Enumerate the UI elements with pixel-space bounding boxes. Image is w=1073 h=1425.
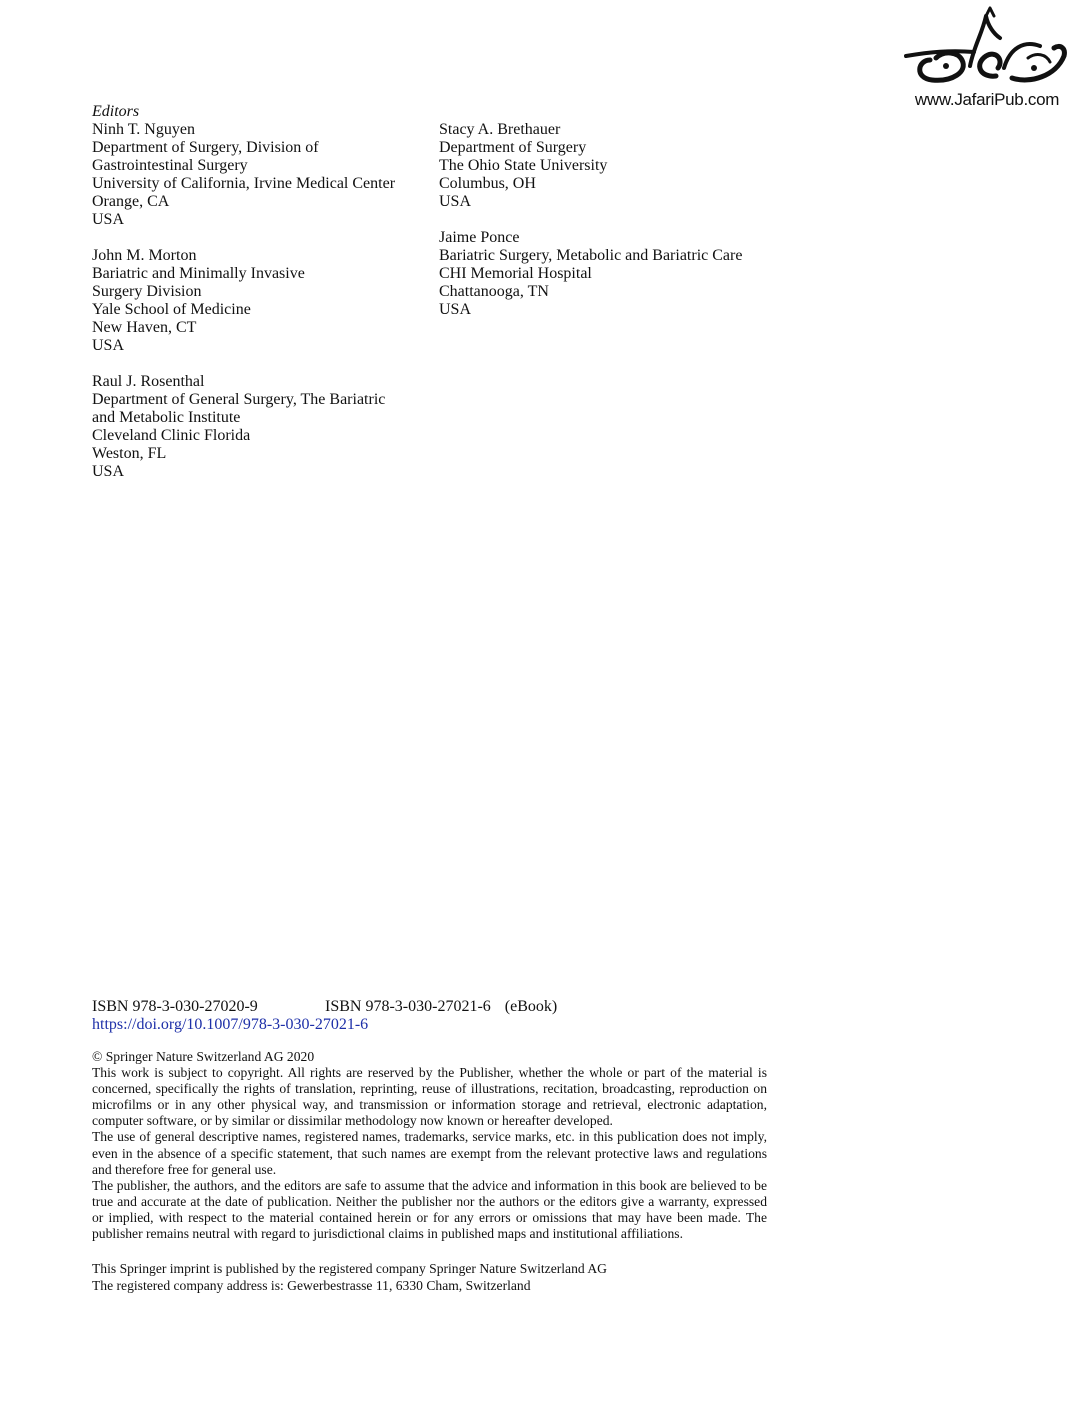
copyright-paragraph: This work is subject to copyright. All rights are reserved by the Publisher, whether the whole or part of the material is concerned, specifically the rights of translation, reprinting, reuse of illustrations, recitation, broadcasting, reproduction on microfilms or in any other physical way, and transmission or information storage and retrieval, electronic adaptation, computer software, or by similar or dissimilar methodology now known or hereafter developed. [92, 1065, 767, 1129]
editor-affiliation-line: University of California, Irvine Medical Center [92, 175, 396, 192]
editor-affiliation-line: and Metabolic Institute [92, 409, 241, 426]
copyright-notice: © Springer Nature Switzerland AG 2020 [92, 1049, 315, 1064]
editor-entry [439, 121, 779, 211]
isbn-print: ISBN 978-3-030-27020-9 [92, 998, 258, 1015]
editors-heading: Editors [92, 103, 140, 120]
editor-country: USA [439, 301, 472, 318]
editor-affiliation-line: Department of Surgery, Division of [92, 139, 319, 156]
editor-entry [92, 373, 422, 481]
editor-country: USA [439, 193, 472, 210]
publisher-url-text: www.JafariPub.com [914, 90, 1060, 109]
editor-country: USA [92, 463, 125, 480]
imprint-company-line: This Springer imprint is published by the registered company Springer Nature Switzerland AG [92, 1261, 607, 1276]
editor-country: USA [92, 337, 125, 354]
editor-city: Orange, CA [92, 193, 170, 210]
editor-affiliation-line: Yale School of Medicine [92, 301, 251, 318]
doi-link[interactable]: https://doi.org/10.1007/978-3-030-27021-6 [92, 1016, 369, 1033]
editor-affiliation-line: Bariatric and Minimally Invasive [92, 265, 305, 282]
editor-affiliation-line: CHI Memorial Hospital [439, 265, 592, 282]
imprint-block [92, 1261, 772, 1294]
editors-left-column [92, 121, 422, 499]
editor-country: USA [92, 211, 125, 228]
editor-affiliation-line: Department of General Surgery, The Bariatric [92, 391, 386, 408]
copyright-paragraph: The publisher, the authors, and the editors are safe to assume that the advice and information in this book are believed to be true and accurate at the date of publication. Neither the publisher nor the authors or the editors give a warranty, expressed or implied, with respect to the material contained herein or for any errors or omissions that may have been made. The publisher remains neutral with regard to jurisdictional claims in published maps and institutional affiliations. [92, 1177, 767, 1242]
editor-affiliation-line: Cleveland Clinic Florida [92, 427, 251, 444]
copyright-block [92, 1049, 767, 1242]
publisher-logo [900, 6, 1070, 114]
editor-entry [92, 247, 422, 355]
isbn-ebook: ISBN 978-3-030-27021-6 [325, 998, 491, 1015]
editor-city: Weston, FL [92, 445, 167, 462]
editor-name: Jaime Ponce [439, 229, 520, 246]
calligraphy-logo-icon [900, 6, 1070, 90]
isbn-row [92, 998, 557, 1016]
imprint-address-line: The registered company address is: Gewerbestrasse 11, 6330 Cham, Switzerland [92, 1277, 531, 1293]
isbn-ebook-label: (eBook) [504, 998, 558, 1015]
editor-entry [92, 121, 422, 229]
editor-entry [439, 229, 779, 319]
copyright-paragraph: The use of general descriptive names, registered names, trademarks, service marks, etc. in this publication does not imply, even in the absence of a specific statement, that such names are exempt from the relevant protective laws and regulations and therefore free for general use. [92, 1129, 767, 1177]
editor-affiliation-line: Bariatric Surgery, Metabolic and Bariatric Care [439, 247, 743, 264]
editor-name: John M. Morton [92, 247, 197, 264]
editor-name: Stacy A. Brethauer [439, 121, 561, 138]
editors-right-column [439, 121, 779, 337]
editor-city: Columbus, OH [439, 175, 536, 192]
editor-affiliation-line: Department of Surgery [439, 139, 587, 156]
editor-affiliation-line: Surgery Division [92, 283, 202, 300]
editor-affiliation-line: Gastrointestinal Surgery [92, 157, 248, 174]
editor-city: Chattanooga, TN [439, 283, 549, 300]
editor-name: Raul J. Rosenthal [92, 373, 205, 390]
editor-name: Ninh T. Nguyen [92, 121, 195, 138]
editor-city: New Haven, CT [92, 319, 197, 336]
editor-affiliation-line: The Ohio State University [439, 157, 608, 174]
